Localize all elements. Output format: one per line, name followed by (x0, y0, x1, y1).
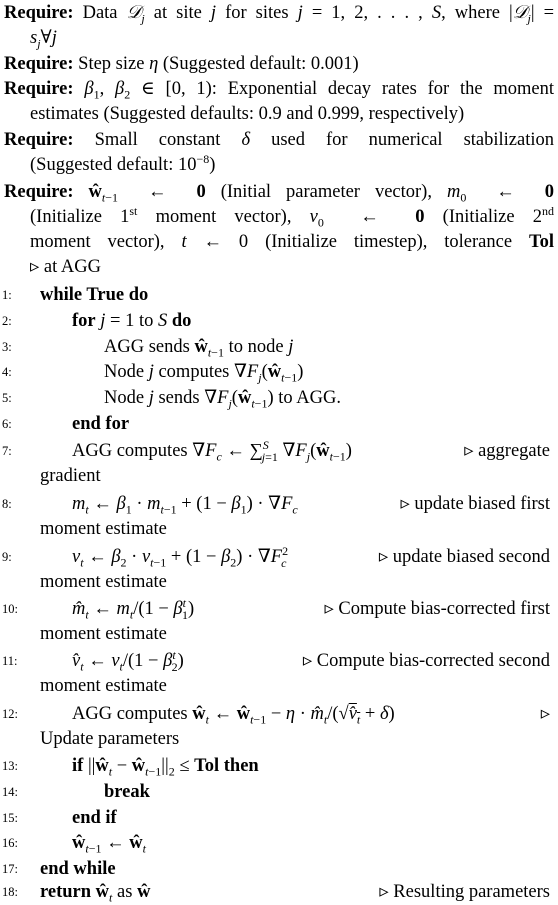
require-3-line-1: Require: $\beta_1$, $\beta_2$ ∈ [0, 1): Exponential decay rates for the moment (4, 79, 555, 102)
require-keyword: Require: (4, 130, 74, 150)
line-number: 5: (2, 391, 12, 405)
algorithm-block: Require: Data 𝒟$_j$ at site j for sites j = 1, 2, . . . , S, where |𝒟$_j$| = $s_j\forall j$ Require: Step size η (Suggested default: 0.001) Require: $\beta_1$, $\beta_2$ ∈ [0, 1): Exponential decay rates for the moment estimates (Suggested defaults: 0.9 and 0.999, respectively) Require: Small constant δ used for numerical stabilization (Suggested default: $10^{-8}$) Require: $ŵ_{t-1}$ ← 0 (Initial parameter vector), $m_0$ ← 0 (Initialize 1st moment vector), $v_0$ ← 0 (Initialize 2nd moment vector), t ← 0 (Initialize timestep), tolerance Tol ▹ at AGG 1: while True do 2: for j = 1 to S do 3: AGG sends $ŵ_{t-1}$ to node j 4: Node j computes $\nabla F_j(ŵ_{t-1})$ 5: Node j sends $\nabla F_j(ŵ_{t-1})$ to AGG. 6: end for 7: AGG computes $\nabla F_c$ ← ∑$^S_{j=1}$ $\nabla F_j(ŵ_{t-1})$ ▹ aggregate gradient 8: $m_t$ ← $\beta_1 \cdot m_{t-1} + (1 - \beta_1) \cdot \nabla F_c$ ▹ update biased first moment estimate 9: $v_t$ ← $\beta_2 \cdot v_{t-1} + (1 - \beta_2) \cdot \nabla F^2_c$ ▹ update biased second moment estimate 10: $m̂_t$ ← $m_t/(1 - \beta^t_1)$ ▹ Compute bias-corrected first moment estimate 11: $v̂_t$ ← $v_t/(1 - \beta^t_2)$ ▹ Compute bias-corrected second moment estimate 12: AGG computes $ŵ_t$ ← $ŵ_{t-1} - \eta$ · $m̂_t/(√v̂_t + \delta)$ ▹ Update parameters 13: if $||ŵ_t$ − $ŵ_{t-1}||_2$ ≤ Tol then 14: break 15: end if 16: $ŵ_{t-1}$ ← $ŵ_t$ 17: end while 18: return $ŵ_t$ as ŵ ▹ Resulting parameters (2, 3, 555, 905)
line-number: 13: (2, 759, 18, 773)
step-9-continuation: moment estimate (40, 572, 167, 592)
end-if-keyword: end if (72, 808, 117, 828)
require-4-line-2: (Suggested default: $10^{-8}$) (30, 151, 216, 175)
step-12-continuation: Update parameters (40, 729, 180, 749)
step-11-comment: ▹ Compute bias-corrected second (302, 651, 550, 671)
require-keyword: Require: (4, 182, 74, 202)
line-number: 17: (2, 862, 18, 876)
line-number: 8: (2, 497, 12, 511)
line-number: 14: (2, 785, 18, 799)
require-1-line-2: $s_j\forall j$ (30, 28, 57, 51)
line-number: 6: (2, 417, 12, 431)
line-number: 3: (2, 340, 12, 354)
require-4-line-1: Require: Small constant δ used for numerical stabilization (4, 130, 554, 150)
line-number: 2: (2, 314, 12, 328)
line-number: 11: (2, 654, 18, 668)
require-2: Require: Step size η (Suggested default: 0.001) (4, 54, 359, 74)
require-keyword: Require: (4, 79, 74, 99)
require-3-line-2: estimates (Suggested defaults: 0.9 and 0.999, respectively) (30, 104, 465, 124)
step-9-comment: ▹ update biased second (378, 547, 550, 567)
line-number: 16: (2, 836, 18, 850)
step-7-continuation: gradient (40, 466, 101, 486)
line-number: 1: (2, 288, 12, 302)
require-5-line-2: (Initialize 1st moment vector), $v_0$ ← 0 (Initialize 2nd (30, 203, 555, 230)
step-12-comment: ▹ (540, 704, 550, 724)
require-5-line-3: moment vector), t ← 0 (Initialize timestep), tolerance Tol (30, 232, 554, 252)
step-8-comment: ▹ update biased first (400, 494, 550, 514)
line-number: 10: (2, 602, 18, 616)
line-number: 18: (2, 885, 18, 899)
step-11-continuation: moment estimate (40, 676, 167, 696)
require-1-line-1: Require: Data 𝒟$_j$ at site j for sites j = 1, 2, . . . , S, where |𝒟$_j$| = (4, 3, 554, 26)
line-number: 4: (2, 365, 12, 379)
line-number: 15: (2, 811, 18, 825)
break-keyword: break (104, 782, 150, 802)
require-5-line-4: ▹ at AGG (30, 257, 101, 277)
step-18-comment: ▹ Resulting parameters (379, 882, 550, 902)
require-keyword: Require: (4, 3, 74, 23)
line-number: 9: (2, 550, 12, 564)
line-number: 12: (2, 707, 18, 721)
step-10-comment: ▹ Compute bias-corrected first (324, 599, 550, 619)
end-while-keyword: end while (40, 859, 116, 879)
line-number: 7: (2, 444, 12, 458)
step-10-continuation: moment estimate (40, 624, 167, 644)
require-5-line-1: Require: $ŵ_{t-1}$ ← 0 (Initial parameter vector), $m_0$ ← 0 (4, 182, 555, 205)
step-7-comment: ▹ aggregate (464, 441, 550, 461)
require-keyword: Require: (4, 54, 74, 74)
step-8-continuation: moment estimate (40, 519, 167, 539)
